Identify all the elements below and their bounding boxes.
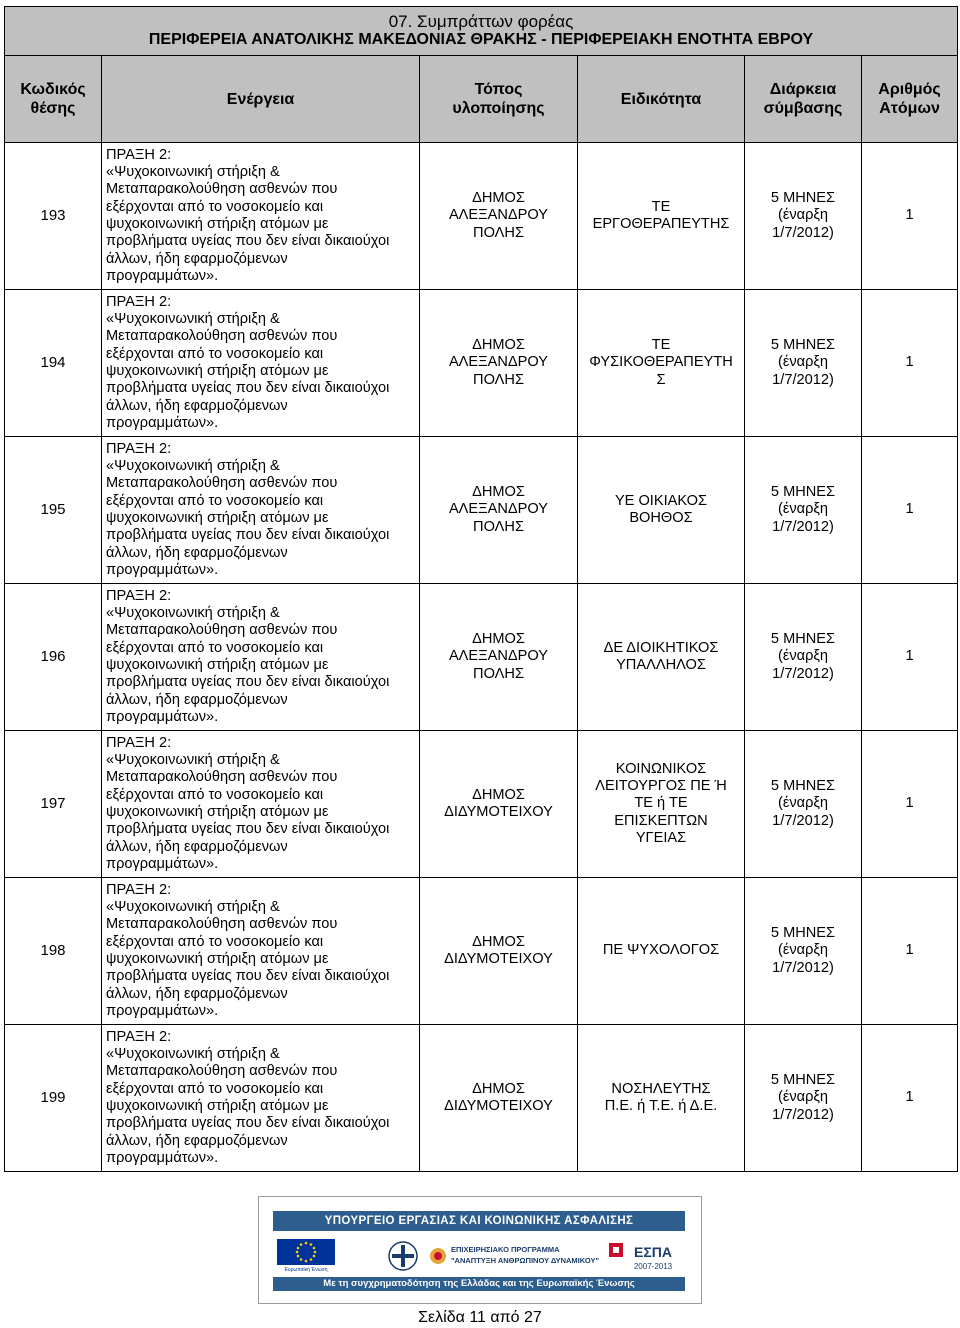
header-code: Κωδικός θέσης (5, 56, 102, 143)
espa-years: 2007-2013 (633, 1262, 673, 1271)
action-line: προγραμμάτων». (106, 267, 219, 284)
action-line: προβλήματα υγείας που δεν είναι δικαιούχοι (106, 233, 390, 250)
specialty-cell (578, 143, 745, 290)
cell-line: 5 ΜΗΝΕΣ (770, 190, 836, 207)
cell-line: ΤΕ (651, 198, 671, 215)
cell-line: Π.Ε. ή Τ.Ε. ή Δ.Ε. (604, 1098, 718, 1114)
cell-line: ΤΕ (651, 337, 671, 354)
cell-line: ΥΠΑΛΛΗΛΟΣ (616, 657, 706, 673)
cell-line: ΑΛΕΞΑΝΔΡΟΥ (448, 501, 549, 518)
ministry-label: ΥΠΟΥΡΓΕΙΟ ΕΡΓΑΣΙΑΣ ΚΑΙ ΚΟΙΝΩΝΙΚΗΣ ΑΣΦΑΛΙΣΗΣ (273, 1211, 685, 1231)
duration-cell (745, 731, 862, 878)
logos-strip (273, 1237, 685, 1275)
table-row (5, 143, 958, 290)
cell-line: ΛΕΙΤΟΥΡΓΟΣ ΠΕ Ή (595, 778, 727, 795)
duration-cell (745, 143, 862, 290)
action-cell (102, 290, 420, 437)
position-code-cell: 199 (5, 1025, 102, 1172)
action-line: ψυχοκοινωνική στήριξη ατόμων με (106, 363, 329, 379)
cell-line: 1/7/2012) (772, 518, 834, 535)
cell-line: 5 ΜΗΝΕΣ (770, 484, 836, 501)
action-line: άλλων, ήδη εφαρμοζόμενων (106, 691, 288, 708)
place-cell (420, 143, 578, 290)
action-line: προγραμμάτων». (106, 1149, 219, 1166)
cell-line: ΕΡΓΟΘΕΡΑΠΕΥΤΗΣ (592, 216, 730, 232)
cell-line: ΑΛΕΞΑΝΔΡΟΥ (448, 648, 549, 665)
action-line: εξέρχονται από το νοσοκομείο και (106, 639, 324, 656)
cell-line: ΔΙΔΥΜΟΤΕΙΧΟΥ (444, 1098, 553, 1114)
cell-line: (έναρξη (777, 648, 829, 665)
action-line: Μεταπαρακολούθηση ασθενών που (106, 769, 338, 786)
header-specialty: Ειδικότητα (578, 56, 745, 143)
action-line: εξέρχονται από το νοσοκομείο και (106, 345, 324, 362)
funding-banner (258, 1196, 702, 1304)
position-code-cell: 196 (5, 584, 102, 731)
cell-line: 1/7/2012) (772, 371, 834, 388)
cell-line: 5 ΜΗΝΕΣ (770, 778, 836, 795)
programme-line-2: "ΑΝΑΠΤΥΞΗ ΑΝΘΡΩΠΙΝΟΥ ΔΥΝΑΜΙΚΟΥ" (451, 1256, 600, 1265)
action-line: ΠΡΑΞΗ 2: (106, 881, 172, 898)
table-row (5, 878, 958, 1025)
action-cell (102, 437, 420, 584)
action-line: προβλήματα υγείας που δεν είναι δικαιούχοι (106, 821, 390, 838)
action-line: «Ψυχοκοινωνική στήριξη & (106, 1046, 280, 1063)
action-line: άλλων, ήδη εφαρμοζόμενων (106, 397, 288, 414)
action-line: ΠΡΑΞΗ 2: (106, 1028, 172, 1045)
column-header-row (5, 56, 958, 143)
cell-line: ΔΙΔΥΜΟΤΕΙΧΟΥ (444, 804, 553, 820)
cell-line: ΔΙΔΥΜΟΤΕΙΧΟΥ (444, 951, 553, 967)
programme-line-1: ΕΠΙΧΕΙΡΗΣΙΑΚΟ ΠΡΟΓΡΑΜΜΑ (451, 1245, 560, 1254)
cell-line: (έναρξη (777, 354, 829, 371)
position-code-cell: 194 (5, 290, 102, 437)
specialty-cell (578, 731, 745, 878)
action-line: εξέρχονται από το νοσοκομείο και (106, 492, 324, 509)
place-cell (420, 731, 578, 878)
programme-swirl-icon (429, 1243, 447, 1269)
cell-line: (έναρξη (777, 942, 829, 959)
eu-flag-icon (277, 1239, 335, 1273)
action-line: ψυχοκοινωνική στήριξη ατόμων με (106, 216, 329, 232)
cell-line: Σ (656, 371, 666, 388)
action-line: προγραμμάτων». (106, 561, 219, 578)
cell-line: ΔΗΜΟΣ (472, 786, 525, 803)
cell-line: ΑΛΕΞΑΝΔΡΟΥ (448, 354, 549, 371)
specialty-cell (578, 584, 745, 731)
cell-line: ΒΟΗΘΟΣ (629, 510, 693, 526)
specialty-cell (578, 1025, 745, 1172)
cell-line: ΚΟΙΝΩΝΙΚΟΣ (615, 760, 707, 777)
action-line: προγραμμάτων». (106, 1002, 219, 1019)
action-line: προβλήματα υγείας που δεν είναι δικαιούχοι (106, 380, 390, 397)
cofinance-label: Με τη συγχρηματοδότηση της Ελλάδας και της Ευρωπαϊκής Ένωσης (273, 1277, 685, 1291)
specialty-cell (578, 437, 745, 584)
action-cell (102, 731, 420, 878)
action-line: άλλων, ήδη εφαρμοζόμενων (106, 250, 288, 267)
place-cell (420, 1025, 578, 1172)
title-line-2: ΠΕΡΙΦΕΡΕΙΑ ΑΝΑΤΟΛΙΚΗΣ ΜΑΚΕΔΟΝΙΑΣ ΘΡΑΚΗΣ - ΠΕΡΙΦΕΡΕΙΑΚΗ ΕΝΟΤΗΤΑ ΕΒΡΟΥ (148, 31, 814, 48)
persons-cell: 1 (862, 290, 958, 437)
persons-cell: 1 (862, 1025, 958, 1172)
action-line: άλλων, ήδη εφαρμοζόμενων (106, 1132, 288, 1149)
action-line: άλλων, ήδη εφαρμοζόμενων (106, 838, 288, 855)
table-title (5, 7, 958, 56)
duration-cell (745, 290, 862, 437)
action-line: προγραμμάτων». (106, 855, 219, 872)
position-code-cell: 193 (5, 143, 102, 290)
cell-line: ΔΕ ΔΙΟΙΚΗΤΙΚΟΣ (603, 639, 719, 656)
action-cell (102, 1025, 420, 1172)
action-line: άλλων, ήδη εφαρμοζόμενων (106, 544, 288, 561)
place-cell (420, 290, 578, 437)
action-line: προβλήματα υγείας που δεν είναι δικαιούχοι (106, 968, 390, 985)
action-line: Μεταπαρακολούθηση ασθενών που (106, 328, 338, 345)
cell-line: ΠΟΛΗΣ (473, 224, 524, 241)
header-persons: Αριθμός Ατόμων (862, 56, 958, 143)
action-line: «Ψυχοκοινωνική στήριξη & (106, 311, 280, 328)
positions-table (4, 6, 958, 1172)
persons-cell: 1 (862, 584, 958, 731)
action-cell (102, 584, 420, 731)
cell-line: ΑΛΕΞΑΝΔΡΟΥ (448, 207, 549, 224)
duration-cell (745, 1025, 862, 1172)
table-row (5, 290, 958, 437)
cell-line: ΔΗΜΟΣ (472, 190, 525, 207)
position-code-cell: 197 (5, 731, 102, 878)
persons-cell: 1 (862, 731, 958, 878)
cell-line: 5 ΜΗΝΕΣ (770, 337, 836, 354)
greek-emblem-icon (383, 1239, 423, 1273)
cell-line: (έναρξη (777, 501, 829, 518)
action-line: Μεταπαρακολούθηση ασθενών που (106, 1063, 338, 1080)
cell-line: ΠΕ ΨΥΧΟΛΟΓΟΣ (602, 942, 720, 959)
action-line: «Ψυχοκοινωνική στήριξη & (106, 458, 280, 475)
action-line: άλλων, ήδη εφαρμοζόμενων (106, 985, 288, 1002)
cell-line: ΠΟΛΗΣ (473, 665, 524, 682)
action-line: ψυχοκοινωνική στήριξη ατόμων με (106, 657, 329, 673)
cell-line: 5 ΜΗΝΕΣ (770, 1072, 836, 1089)
action-line: Μεταπαρακολούθηση ασθενών που (106, 622, 338, 639)
cell-line: (έναρξη (777, 207, 829, 224)
place-cell (420, 584, 578, 731)
action-line: ΠΡΑΞΗ 2: (106, 293, 172, 310)
header-action: Ενέργεια (102, 56, 420, 143)
cell-line: (έναρξη (777, 1089, 829, 1106)
title-line-1: 07. Συμπράττων φορέας (388, 12, 574, 31)
persons-cell: 1 (862, 437, 958, 584)
cell-line: 1/7/2012) (772, 812, 834, 829)
table-row (5, 731, 958, 878)
cell-line: ΔΗΜΟΣ (472, 484, 525, 501)
duration-cell (745, 584, 862, 731)
header-place: Τόπος υλοποίησης (420, 56, 578, 143)
action-line: προβλήματα υγείας που δεν είναι δικαιούχοι (106, 527, 390, 544)
action-line: ΠΡΑΞΗ 2: (106, 440, 172, 457)
document-page (4, 6, 957, 1172)
action-line: προβλήματα υγείας που δεν είναι δικαιούχοι (106, 1115, 390, 1132)
action-line: ψυχοκοινωνική στήριξη ατόμων με (106, 804, 329, 820)
action-line: προβλήματα υγείας που δεν είναι δικαιούχοι (106, 674, 390, 691)
cell-line: ΤΕ ή ΤΕ (634, 795, 688, 812)
action-cell (102, 143, 420, 290)
cell-line: ΕΠΙΣΚΕΠΤΩΝ (614, 812, 708, 829)
action-line: Μεταπαρακολούθηση ασθενών που (106, 475, 338, 492)
position-code-cell: 195 (5, 437, 102, 584)
cell-line: ΦΥΣΙΚΟΘΕΡΑΠΕΥΤΗ (589, 354, 733, 371)
cell-line: ΥΓΕΙΑΣ (635, 829, 687, 846)
operational-programme-logo (429, 1243, 599, 1271)
cell-line: ΝΟΣΗΛΕΥΤΗΣ (611, 1080, 711, 1097)
cell-line: 1/7/2012) (772, 665, 834, 682)
table-title-row (5, 7, 958, 56)
duration-cell (745, 437, 862, 584)
action-line: «Ψυχοκοινωνική στήριξη & (106, 605, 280, 622)
cell-line: (έναρξη (777, 795, 829, 812)
cell-line: 1/7/2012) (772, 1106, 834, 1123)
persons-cell: 1 (862, 878, 958, 1025)
action-line: εξέρχονται από το νοσοκομείο και (106, 1080, 324, 1097)
position-code-cell: 198 (5, 878, 102, 1025)
cell-line: ΔΗΜΟΣ (472, 337, 525, 354)
cell-line: 5 ΜΗΝΕΣ (770, 925, 836, 942)
action-line: ψυχοκοινωνική στήριξη ατόμων με (106, 1098, 329, 1114)
cell-line: ΔΗΜΟΣ (472, 933, 525, 950)
action-line: προγραμμάτων». (106, 414, 219, 431)
eu-label: Ευρωπαϊκή Ένωση (284, 1267, 328, 1273)
cell-line: ΥΕ ΟΙΚΙΑΚΟΣ (614, 492, 708, 509)
cell-line: 1/7/2012) (772, 224, 834, 241)
specialty-cell (578, 290, 745, 437)
persons-cell: 1 (862, 143, 958, 290)
specialty-cell (578, 878, 745, 1025)
action-line: εξέρχονται από το νοσοκομείο και (106, 786, 324, 803)
table-row (5, 1025, 958, 1172)
table-row (5, 584, 958, 731)
cell-line: 5 ΜΗΝΕΣ (770, 631, 836, 648)
cell-line: ΠΟΛΗΣ (473, 371, 524, 388)
action-cell (102, 878, 420, 1025)
action-line: Μεταπαρακολούθηση ασθενών που (106, 181, 338, 198)
action-line: Μεταπαρακολούθηση ασθενών που (106, 916, 338, 933)
action-line: «Ψυχοκοινωνική στήριξη & (106, 164, 280, 181)
espa-label: ΕΣΠΑ (634, 1244, 672, 1260)
action-line: ΠΡΑΞΗ 2: (106, 587, 172, 604)
cell-line: ΔΗΜΟΣ (472, 631, 525, 648)
duration-cell (745, 878, 862, 1025)
action-line: ψυχοκοινωνική στήριξη ατόμων με (106, 510, 329, 526)
place-cell (420, 437, 578, 584)
action-line: εξέρχονται από το νοσοκομείο και (106, 933, 324, 950)
table-row (5, 437, 958, 584)
espa-logo-icon (607, 1239, 683, 1273)
cell-line: ΔΗΜΟΣ (472, 1080, 525, 1097)
action-line: ΠΡΑΞΗ 2: (106, 734, 172, 751)
action-line: ψυχοκοινωνική στήριξη ατόμων με (106, 951, 329, 967)
place-cell (420, 878, 578, 1025)
cell-line: ΠΟΛΗΣ (473, 518, 524, 535)
page-number: Σελίδα 11 από 27 (418, 1309, 542, 1326)
cell-line: 1/7/2012) (772, 959, 834, 976)
action-line: εξέρχονται από το νοσοκομείο και (106, 198, 324, 215)
table-body (5, 143, 958, 1172)
action-line: ΠΡΑΞΗ 2: (106, 146, 172, 163)
action-line: «Ψυχοκοινωνική στήριξη & (106, 752, 280, 769)
header-duration: Διάρκεια σύμβασης (745, 56, 862, 143)
action-line: «Ψυχοκοινωνική στήριξη & (106, 899, 280, 916)
action-line: προγραμμάτων». (106, 708, 219, 725)
